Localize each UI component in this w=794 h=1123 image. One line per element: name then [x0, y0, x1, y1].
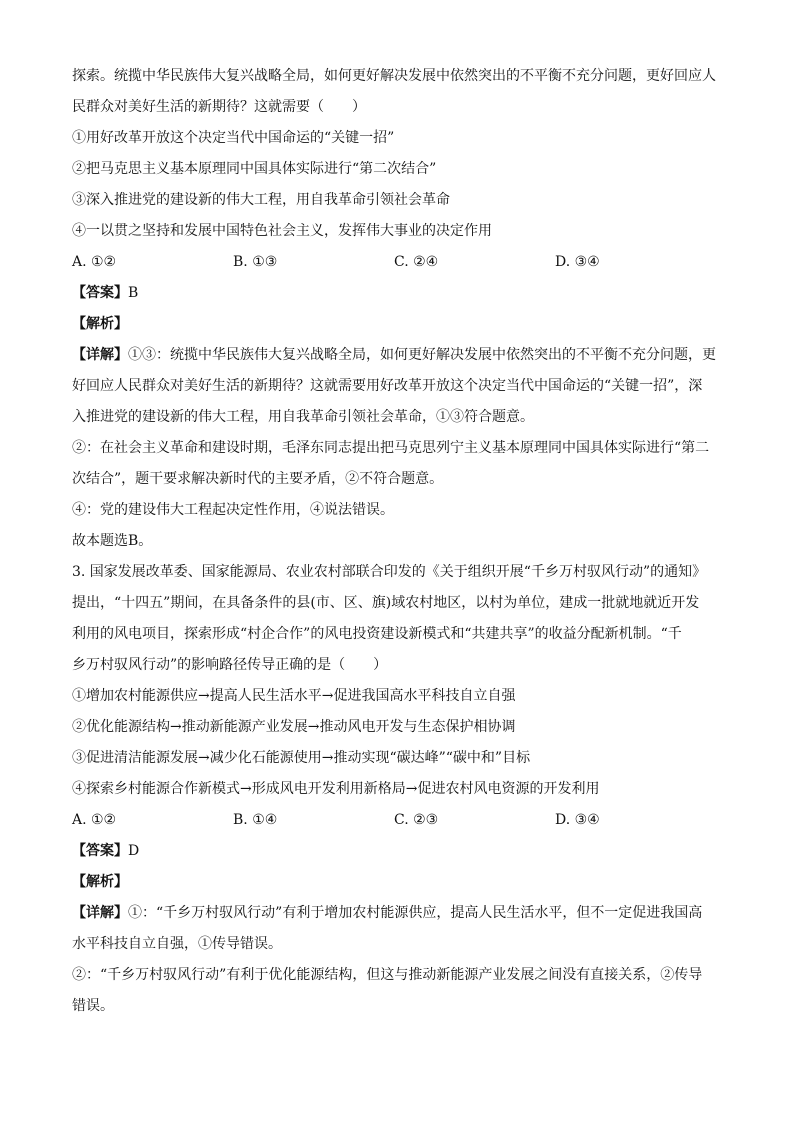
q3-option-c: C. ②③ — [394, 812, 439, 828]
q2-stem-line: 探索。统揽中华民族伟大复兴战略全局，如何更好解决发展中依然突出的不平衡不充分问题，更好回应人 — [72, 68, 716, 84]
q2-detail-line: 入推进党的建设新的伟大工程，用自我革命引领社会革命，①③符合题意。 — [72, 409, 534, 425]
q3-detail-line: 水平科技自立自强，①传导错误。 — [72, 936, 282, 952]
q3-detail-line: 错误。 — [72, 998, 114, 1014]
detail-text: ①：“千乡万村驭风行动”有利于增加农村能源供应，提高人民生活水平，但不一定促进我国高 — [128, 905, 703, 921]
page-content — [72, 61, 726, 1022]
q3-option-a: A. ①② — [72, 812, 117, 828]
q2-options — [72, 247, 726, 278]
analysis-tag: 【解析】 — [72, 874, 128, 890]
q2-option-b: B. ①③ — [233, 254, 278, 270]
q3-option-d: D. ③④ — [555, 812, 600, 828]
q2-option-d: D. ③④ — [555, 254, 600, 270]
q2-analysis — [72, 309, 726, 340]
q2-detail-line: ④：党的建设伟大工程起决定性作用，④说法错误。 — [72, 502, 394, 518]
detail-tag: 【详解】 — [72, 347, 128, 363]
q3-item: ③促进清洁能源发展→减少化石能源使用→推动实现“碳达峰”“碳中和”目标 — [72, 750, 531, 766]
q2-item: ①用好改革开放这个决定当代中国命运的“关键一招” — [72, 130, 395, 146]
q3-options — [72, 805, 726, 836]
q3-item: ①增加农村能源供应→提高人民生活水平→促进我国高水平科技自立自强 — [72, 688, 516, 704]
q3-stem-line: 提出，“十四五”期间，在具备条件的县(市、区、旗)域农村地区，以村为单位，建成一批就地就近开发 — [72, 595, 700, 611]
q3-stem-line: 3. 国家发展改革委、国家能源局、农业农村部联合印发的《关于组织开展“千乡万村驭风行动”的通知》 — [72, 564, 707, 580]
answer-tag: 【答案】 — [72, 843, 128, 859]
detail-tag: 【详解】 — [72, 905, 128, 921]
q2-detail-line: ②：在社会主义革命和建设时期，毛泽东同志提出把马克思列宁主义基本原理同中国具体实际进行“第二 — [72, 440, 710, 456]
q2-item: ④一以贯之坚持和发展中国特色社会主义，发挥伟大事业的决定作用 — [72, 223, 492, 239]
q3-option-b: B. ①④ — [233, 812, 278, 828]
q2-detail-line — [72, 340, 726, 371]
detail-text: ①③：统揽中华民族伟大复兴战略全局，如何更好解决发展中依然突出的不平衡不充分问题，更 — [128, 347, 716, 363]
answer-value: D — [128, 843, 140, 859]
q3-stem-line: 乡万村驭风行动”的影响路径传导正确的是（ ） — [72, 657, 388, 673]
q3-analysis — [72, 867, 726, 898]
q3-detail-line: ②：“千乡万村驭风行动”有利于优化能源结构，但这与推动新能源产业发展之间没有直接关系，②传导 — [72, 967, 703, 983]
q3-stem-line: 利用的风电项目，探索形成“村企合作”的风电投资建设新模式和“共建共享”的收益分配新机制。“千 — [72, 626, 682, 642]
q2-option-c: C. ②④ — [394, 254, 439, 270]
analysis-tag: 【解析】 — [72, 316, 128, 332]
q3-item: ②优化能源结构→推动新能源产业发展→推动风电开发与生态保护相协调 — [72, 719, 516, 735]
answer-value: B — [128, 285, 139, 301]
q2-item: ③深入推进党的建设新的伟大工程，用自我革命引领社会革命 — [72, 192, 450, 208]
answer-tag: 【答案】 — [72, 285, 128, 301]
q2-detail-line: 次结合”，题干要求解决新时代的主要矛盾，②不符合题意。 — [72, 471, 444, 487]
q2-option-a: A. ①② — [72, 254, 117, 270]
q3-item: ④探索乡村能源合作新模式→形成风电开发利用新格局→促进农村风电资源的开发利用 — [72, 781, 600, 797]
q2-answer — [72, 278, 726, 309]
q2-item: ②把马克思主义基本原理同中国具体实际进行“第二次结合” — [72, 161, 437, 177]
q2-detail-line: 好回应人民群众对美好生活的新期待？这就需要用好改革开放这个决定当代中国命运的“关键一招”，深 — [72, 378, 703, 394]
q2-conclusion: 故本题选B。 — [72, 533, 153, 549]
q3-detail-line — [72, 898, 726, 929]
q2-stem-line: 民群众对美好生活的新期待？这就需要（ ） — [72, 99, 366, 115]
q3-answer — [72, 836, 726, 867]
